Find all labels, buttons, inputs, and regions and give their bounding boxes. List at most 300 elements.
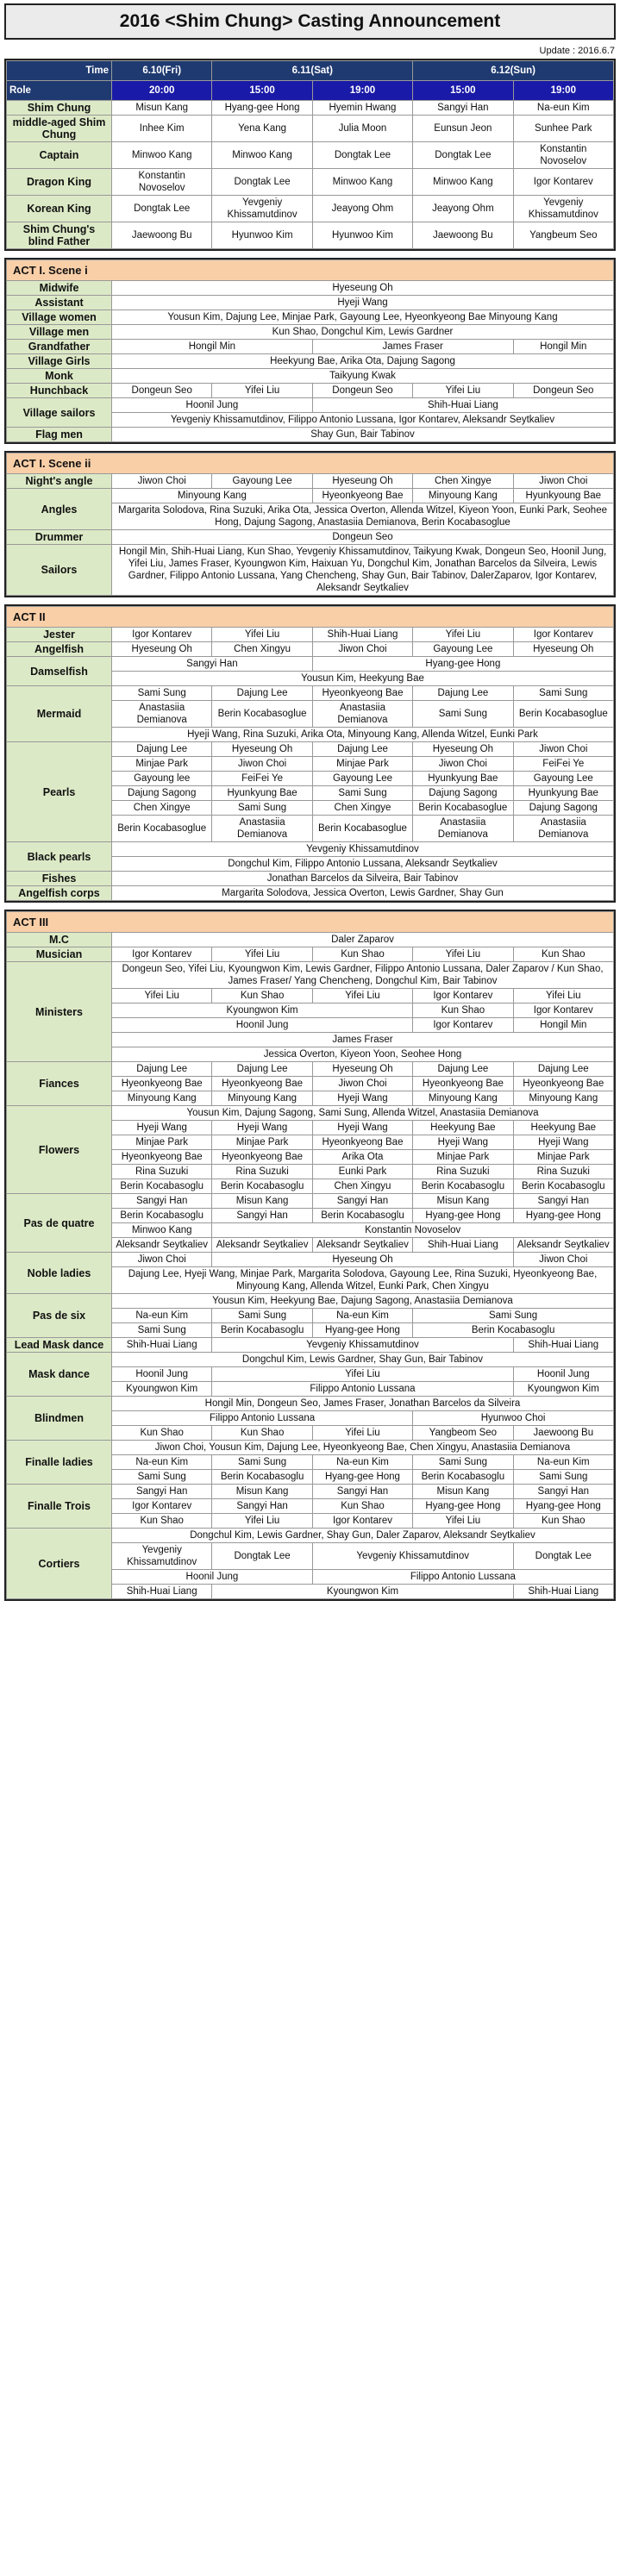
header-time: 15:00 [212, 81, 312, 101]
cast-member-cell: Shih-Huai Liang [112, 1585, 212, 1599]
cast-member-cell: Dongtak Lee [112, 196, 212, 222]
cast-member-cell: Yevgeniy Khissamutdinov [112, 1543, 212, 1570]
act-heading: ACT I. Scene ii [7, 453, 614, 474]
cast-member-cell: Hyang-gee Hong [513, 1209, 613, 1223]
cast-member-cell: Minyoung Kang [513, 1091, 613, 1106]
cast-row [7, 340, 614, 354]
cast-member-cell: James Fraser [312, 340, 513, 354]
cast-member-cell: James Fraser [112, 1033, 614, 1047]
cast-member-cell: Sami Sung [513, 1470, 613, 1485]
cast-member-cell: Margarita Solodova, Jessica Overton, Lewis Gardner, Shay Gun [112, 886, 614, 901]
cast-member-cell: Dongtak Lee [212, 1543, 312, 1570]
cast-member-cell: Julia Moon [312, 116, 412, 142]
cast-row [7, 1485, 614, 1499]
cast-member-cell: Dongeun Seo [112, 384, 212, 398]
cast-member-cell: Misun Kang [212, 1194, 312, 1209]
role-name: Hunchback [7, 384, 112, 398]
cast-member-cell: Hyang-gee Hong [413, 1499, 513, 1514]
cast-member-cell: Sami Sung [112, 1470, 212, 1485]
cast-row [7, 369, 614, 384]
cast-row [7, 628, 614, 642]
role-name: Drummer [7, 530, 112, 545]
cast-member-cell: Shih-Huai Liang [513, 1338, 613, 1353]
cast-member-cell: Jaewoong Bu [413, 222, 513, 249]
cast-member-cell: Hyeonkyeong Bae [312, 1135, 412, 1150]
role-name: Jester [7, 628, 112, 642]
cast-member-cell: FeiFei Ye [513, 757, 613, 772]
cast-member-cell: Kun Shao [413, 1004, 513, 1018]
cast-row [7, 281, 614, 296]
cast-member-cell: Sami Sung [312, 786, 412, 801]
cast-row [7, 842, 614, 857]
cast-member-cell: Anastasiia Demianova [212, 816, 312, 842]
cast-member-cell: Hongil Min, Shih-Huai Liang, Kun Shao, Yevgeniy Khissamutdinov, Taikyung Kwak, Dongeun Seo, Hoonil Jung, Yifei Liu, James Fraser, Kyoungwon Kim, Haixuan Yu, Dongchul Kim, Jonathan Barcelos da Silveira, Lewis Gardner, Filippo Antonio Lussana, Yang Chencheng, Shay Gun, Bair Tabinov, DalerZaparov, Igor Kontarev, Aleksandr Seytkaliev [112, 545, 614, 596]
cast-member-cell: Hyang-gee Hong [312, 1323, 412, 1338]
cast-member-cell: Yifei Liu [212, 1514, 312, 1529]
role-name: Finalle Trois [7, 1485, 112, 1529]
cast-member-cell: Yifei Liu [112, 989, 212, 1004]
cast-member-cell: Heekyung Bae, Arika Ota, Dajung Sagong [112, 354, 614, 369]
cast-member-cell: Hyemin Hwang [312, 101, 412, 116]
cast-member-cell: Dongtak Lee [312, 142, 412, 169]
cast-member-cell: Kun Shao [312, 1499, 412, 1514]
role-name: Shim Chung [7, 101, 112, 116]
cast-member-cell: Gayoung Lee [413, 642, 513, 657]
cast-row [7, 1294, 614, 1309]
role-name: Captain [7, 142, 112, 169]
cast-member-cell: Dongchul Kim, Lewis Gardner, Shay Gun, Bair Tabinov [112, 1353, 614, 1367]
cast-member-cell: Minjae Park [212, 1135, 312, 1150]
cast-member-cell: Kun Shao [312, 947, 412, 962]
cast-member-cell: Berin Kocabasoglue [112, 816, 212, 842]
cast-member-cell: Hongil Min, Dongeun Seo, James Fraser, Jonathan Barcelos da Silveira [112, 1397, 614, 1411]
cast-row [7, 1194, 614, 1209]
cast-member-cell: Hyeonkyeong Bae [112, 1150, 212, 1165]
cast-member-cell: Yifei Liu [212, 384, 312, 398]
role-name: Cortiers [7, 1529, 112, 1599]
cast-member-cell: Minyoung Kang [112, 489, 313, 503]
cast-member-cell: Hoonil Jung [112, 1018, 413, 1033]
cast-member-cell: Sami Sung [212, 1309, 312, 1323]
cast-member-cell: Hoonil Jung [112, 1570, 313, 1585]
cast-member-cell: Shih-Huai Liang [112, 1338, 212, 1353]
header-time: 19:00 [312, 81, 412, 101]
cast-member-cell: Minjae Park [112, 1135, 212, 1150]
role-name: Angelfish corps [7, 886, 112, 901]
header-time: 20:00 [112, 81, 212, 101]
role-name: Angles [7, 489, 112, 530]
cast-member-cell: Dajung Lee [112, 1062, 212, 1077]
cast-member-cell: Berin Kocabasoglu [112, 1209, 212, 1223]
cast-row [7, 428, 614, 442]
role-name: middle-aged Shim Chung [7, 116, 112, 142]
cast-member-cell: Jiwon Choi, Yousun Kim, Dajung Lee, Hyeonkyeong Bae, Chen Xingyu, Anastasiia Demianova [112, 1441, 614, 1455]
cast-member-cell: Igor Kontarev [513, 628, 613, 642]
cast-member-cell: Igor Kontarev [413, 989, 513, 1004]
cast-member-cell: Na-eun Kim [312, 1455, 412, 1470]
cast-member-cell: Yangbeum Seo [513, 222, 613, 249]
cast-section-act3 [4, 910, 616, 1601]
role-name: Ministers [7, 962, 112, 1062]
role-name: Damselfish [7, 657, 112, 686]
cast-member-cell: FeiFei Ye [212, 772, 312, 786]
cast-member-cell: Gayoung lee [112, 772, 212, 786]
role-name: Pearls [7, 742, 112, 842]
cast-member-cell: Minyoung Kang [112, 1091, 212, 1106]
cast-member-cell: Hyang-gee Hong [513, 1499, 613, 1514]
cast-member-cell: Dajung Lee [513, 1062, 613, 1077]
cast-member-cell: Yousun Kim, Heekyung Bae [112, 672, 614, 686]
cast-member-cell: Na-eun Kim [112, 1455, 212, 1470]
cast-member-cell: Hyunwoo Kim [212, 222, 312, 249]
cast-member-cell: Konstantin Novoselov [212, 1223, 614, 1238]
cast-member-cell: Dajung Lee [212, 686, 312, 701]
cast-member-cell: Hoonil Jung [112, 398, 313, 413]
cast-member-cell: Yousun Kim, Heekyung Bae, Dajung Sagong, Anastasiia Demianova [112, 1294, 614, 1309]
cast-member-cell: Minwoo Kang [312, 169, 412, 196]
cast-member-cell: Hyang-gee Hong [413, 1209, 513, 1223]
cast-member-cell: Aleksandr Seytkaliev [212, 1238, 312, 1253]
cast-member-cell: Hyeseung Oh [112, 281, 614, 296]
cast-member-cell: Gayoung Lee [212, 474, 312, 489]
cast-member-cell: Yifei Liu [212, 947, 312, 962]
cast-member-cell: Yevgeniy Khissamutdinov [513, 196, 613, 222]
cast-row [7, 530, 614, 545]
act-heading: ACT III [7, 912, 614, 933]
cast-member-cell: Eunsun Jeon [413, 116, 513, 142]
cast-member-cell: Na-eun Kim [312, 1309, 412, 1323]
cast-member-cell: Sangyi Han [413, 101, 513, 116]
cast-member-cell: Shih-Huai Liang [413, 1238, 513, 1253]
cast-member-cell: Dajung Sagong [112, 786, 212, 801]
role-name: Monk [7, 369, 112, 384]
cast-member-cell: Chen Xingye [413, 474, 513, 489]
cast-member-cell: Rina Suzuki [212, 1165, 312, 1179]
cast-member-cell: Yifei Liu [312, 1426, 412, 1441]
act-heading: ACT I. Scene i [7, 260, 614, 281]
cast-member-cell: Hyeonkyeong Bae [112, 1077, 212, 1091]
cast-member-cell: Arika Ota [312, 1150, 412, 1165]
cast-row [7, 169, 614, 196]
cast-member-cell: Inhee Kim [112, 116, 212, 142]
role-name: Fiances [7, 1062, 112, 1106]
cast-member-cell: Hyeji Wang [513, 1135, 613, 1150]
cast-member-cell: Na-eun Kim [112, 1309, 212, 1323]
cast-member-cell: Eunki Park [312, 1165, 412, 1179]
header-date: 6.11(Sat) [212, 61, 413, 81]
cast-member-cell: Misun Kang [112, 101, 212, 116]
header-date: 6.10(Fri) [112, 61, 212, 81]
cast-member-cell: Hyeji Wang [312, 1091, 412, 1106]
cast-member-cell: Hyeonkyeong Bae [212, 1150, 312, 1165]
header-time: 15:00 [413, 81, 513, 101]
cast-row [7, 354, 614, 369]
header-time-label: Time [7, 61, 112, 81]
cast-member-cell: Minwoo Kang [112, 142, 212, 169]
role-name: Mask dance [7, 1353, 112, 1397]
cast-member-cell: Hyeseung Oh [413, 742, 513, 757]
cast-row [7, 642, 614, 657]
cast-member-cell: Dongeun Seo [112, 530, 614, 545]
cast-member-cell: Rina Suzuki [112, 1165, 212, 1179]
cast-member-cell: Minjae Park [112, 757, 212, 772]
cast-member-cell: Sangyi Han [112, 657, 313, 672]
cast-member-cell: Sami Sung [112, 1323, 212, 1338]
cast-member-cell: Minjae Park [312, 757, 412, 772]
cast-member-cell: Chen Xingye [112, 801, 212, 816]
cast-member-cell: Igor Kontarev [413, 1018, 513, 1033]
cast-member-cell: Hongil Min [513, 340, 613, 354]
update-date: Update : 2016.6.7 [539, 46, 615, 56]
cast-member-cell: Yifei Liu [413, 947, 513, 962]
role-name: Flowers [7, 1106, 112, 1194]
cast-member-cell: Yevgeniy Khissamutdinov [312, 1543, 513, 1570]
cast-member-cell: Berin Kocabasoglu [312, 1209, 412, 1223]
cast-member-cell: Sami Sung [413, 1455, 513, 1470]
header-time: 19:00 [513, 81, 613, 101]
cast-row [7, 296, 614, 310]
cast-member-cell: Minjae Park [513, 1150, 613, 1165]
cast-member-cell: Rina Suzuki [513, 1165, 613, 1179]
role-name: Village Girls [7, 354, 112, 369]
cast-member-cell: Jiwon Choi [513, 1253, 613, 1267]
role-name: Lead Mask dance [7, 1338, 112, 1353]
role-name: Shim Chung's blind Father [7, 222, 112, 249]
cast-member-cell: Konstantin Novoselov [513, 142, 613, 169]
role-name: Sailors [7, 545, 112, 596]
cast-row [7, 1106, 614, 1121]
cast-member-cell: Igor Kontarev [112, 628, 212, 642]
cast-member-cell: Dongtak Lee [212, 169, 312, 196]
cast-member-cell: Berin Kocabasoglu [212, 1470, 312, 1485]
cast-row [7, 474, 614, 489]
cast-section-act1-scene1 [4, 258, 616, 444]
cast-member-cell: Yifei Liu [212, 1367, 513, 1382]
cast-member-cell: Kun Shao [112, 1514, 212, 1529]
cast-row [7, 222, 614, 249]
cast-row [7, 947, 614, 962]
cast-row [7, 933, 614, 947]
cast-member-cell: Jiwon Choi [312, 1077, 412, 1091]
cast-member-cell: Dajung Lee [413, 686, 513, 701]
cast-member-cell: Anastasiia Demianova [112, 701, 212, 728]
act-heading: ACT II [7, 607, 614, 628]
role-name: Finalle ladies [7, 1441, 112, 1485]
cast-member-cell: Jaewoong Bu [513, 1426, 613, 1441]
header-date: 6.12(Sun) [413, 61, 614, 81]
cast-row [7, 142, 614, 169]
cast-row [7, 101, 614, 116]
role-name: Mermaid [7, 686, 112, 742]
cast-member-cell: Hyeji Wang [413, 1135, 513, 1150]
role-name: Flag men [7, 428, 112, 442]
cast-member-cell: Dajung Sagong [413, 786, 513, 801]
cast-member-cell: Shih-Huai Liang [312, 398, 613, 413]
cast-member-cell: Gayoung Lee [513, 772, 613, 786]
cast-row [7, 1397, 614, 1411]
cast-member-cell: Berin Kocabasoglu [413, 1470, 513, 1485]
page-title: 2016 <Shim Chung> Casting Announcement [4, 3, 616, 40]
cast-member-cell: Dongtak Lee [413, 142, 513, 169]
cast-member-cell: Minyoung Kang [413, 489, 513, 503]
cast-member-cell: Misun Kang [212, 1485, 312, 1499]
cast-member-cell: Hyunwoo Kim [312, 222, 412, 249]
cast-member-cell: Rina Suzuki [413, 1165, 513, 1179]
cast-member-cell: Filippo Antonio Lussana [112, 1411, 413, 1426]
cast-row [7, 742, 614, 757]
cast-member-cell: Sangyi Han [212, 1499, 312, 1514]
cast-member-cell: Yousun Kim, Dajung Lee, Minjae Park, Gayoung Lee, Hyeonkyeong Bae Minyoung Kang [112, 310, 614, 325]
cast-member-cell: Hyunkyung Bae [212, 786, 312, 801]
cast-member-cell: Dongchul Kim, Lewis Gardner, Shay Gun, Daler Zaparov, Aleksandr Seytkaliev [112, 1529, 614, 1543]
cast-member-cell: Hyeseung Oh [212, 1253, 513, 1267]
cast-member-cell: Chen Xingye [312, 801, 412, 816]
cast-section-act2 [4, 604, 616, 903]
cast-member-cell: Kun Shao [212, 989, 312, 1004]
cast-member-cell: Hyeseung Oh [212, 742, 312, 757]
cast-member-cell: Hyang-gee Hong [312, 657, 613, 672]
cast-member-cell: Kun Shao [513, 1514, 613, 1529]
cast-member-cell: Igor Kontarev [513, 169, 613, 196]
role-name: Night's angle [7, 474, 112, 489]
cast-member-cell: Misun Kang [413, 1485, 513, 1499]
role-name: Dragon King [7, 169, 112, 196]
cast-member-cell: Dongeun Seo [312, 384, 412, 398]
role-name: Black pearls [7, 842, 112, 872]
cast-member-cell: Berin Kocabasoglu [212, 1323, 312, 1338]
cast-member-cell: Jessica Overton, Kiyeon Yoon, Seohee Hong [112, 1047, 614, 1062]
cast-member-cell: Hyeji Wang [112, 296, 614, 310]
cast-member-cell: Igor Kontarev [312, 1514, 412, 1529]
cast-row [7, 657, 614, 672]
cast-member-cell: Dajung Lee [312, 742, 412, 757]
cast-member-cell: Jiwon Choi [513, 474, 613, 489]
cast-member-cell: Na-eun Kim [513, 1455, 613, 1470]
cast-member-cell: Yifei Liu [413, 384, 513, 398]
cast-member-cell: Yousun Kim, Dajung Sagong, Sami Sung, Allenda Witzel, Anastasiia Demianova [112, 1106, 614, 1121]
role-name: Fishes [7, 872, 112, 886]
cast-member-cell: Sangyi Han [212, 1209, 312, 1223]
cast-row [7, 1353, 614, 1367]
cast-member-cell: Kyoungwon Kim [513, 1382, 613, 1397]
cast-member-cell: Igor Kontarev [112, 1499, 212, 1514]
cast-member-cell: Sangyi Han [513, 1485, 613, 1499]
cast-member-cell: Berin Kocabasoglu [413, 1323, 614, 1338]
cast-member-cell: Sami Sung [112, 686, 212, 701]
cast-member-cell: Sangyi Han [112, 1485, 212, 1499]
cast-member-cell: Hyeji Wang [312, 1121, 412, 1135]
cast-member-cell: Dajung Lee, Hyeji Wang, Minjae Park, Margarita Solodova, Gayoung Lee, Rina Suzuki, Hyeonkyeong Bae, Minyoung Kang, Allenda Witzel, Eunki Park, Chen Xingyu [112, 1267, 614, 1294]
cast-row [7, 310, 614, 325]
cast-section-principals [4, 59, 616, 251]
cast-member-cell: Jeayong Ohm [312, 196, 412, 222]
cast-member-cell: Anastasiia Demianova [513, 816, 613, 842]
cast-member-cell: Yifei Liu [212, 628, 312, 642]
cast-row [7, 384, 614, 398]
cast-member-cell: Daler Zaparov [112, 933, 614, 947]
cast-member-cell: Hyeseung Oh [513, 642, 613, 657]
cast-member-cell: Jaewoong Bu [112, 222, 212, 249]
cast-member-cell: Dongchul Kim, Filippo Antonio Lussana, Aleksandr Seytkaliev [112, 857, 614, 872]
cast-member-cell: Dajung Lee [413, 1062, 513, 1077]
cast-member-cell: Hyunkyoung Bae [513, 489, 613, 503]
cast-member-cell: Minwoo Kang [112, 1223, 212, 1238]
cast-member-cell: Shih-Huai Liang [513, 1585, 613, 1599]
cast-row [7, 116, 614, 142]
cast-member-cell: Yena Kang [212, 116, 312, 142]
cast-row [7, 325, 614, 340]
cast-member-cell: Dajung Sagong [513, 801, 613, 816]
cast-member-cell: Yevgeniy Khissamutdinov [212, 196, 312, 222]
cast-member-cell: Hyeji Wang [212, 1121, 312, 1135]
cast-member-cell: Yevgeniy Khissamutdinov, Filippo Antonio Lussana, Igor Kontarev, Aleksandr Seytkaliev [112, 413, 614, 428]
role-name: Village sailors [7, 398, 112, 428]
cast-member-cell: Berin Kocabasoglu [413, 1179, 513, 1194]
cast-member-cell: Shih-Huai Liang [312, 628, 412, 642]
cast-member-cell: Hyeseung Oh [112, 642, 212, 657]
cast-member-cell: Berin Kocabasoglue [513, 701, 613, 728]
cast-member-cell: Hyeonkyeong Bae [312, 686, 412, 701]
cast-member-cell: Minwoo Kang [413, 169, 513, 196]
cast-row [7, 1338, 614, 1353]
cast-member-cell: Jiwon Choi [112, 474, 212, 489]
cast-member-cell: Chen Xingyu [312, 1179, 412, 1194]
cast-member-cell: Dongtak Lee [513, 1543, 613, 1570]
cast-member-cell: Berin Kocabasoglu [212, 1179, 312, 1194]
cast-member-cell: Heekyung Bae [413, 1121, 513, 1135]
cast-member-cell: Kun Shao [112, 1426, 212, 1441]
cast-member-cell: Sami Sung [413, 1309, 614, 1323]
cast-member-cell: Berin Kocabasoglu [513, 1179, 613, 1194]
cast-member-cell: Shay Gun, Bair Tabinov [112, 428, 614, 442]
cast-member-cell: Yifei Liu [413, 628, 513, 642]
cast-row [7, 872, 614, 886]
cast-member-cell: Hyunkyung Bae [513, 786, 613, 801]
cast-member-cell: Sami Sung [513, 686, 613, 701]
role-name: Pas de six [7, 1294, 112, 1338]
cast-member-cell: Sangyi Han [513, 1194, 613, 1209]
cast-member-cell: Sami Sung [413, 701, 513, 728]
cast-member-cell: Sangyi Han [112, 1194, 212, 1209]
role-name: Korean King [7, 196, 112, 222]
cast-member-cell: Margarita Solodova, Rina Suzuki, Arika Ota, Jessica Overton, Allenda Witzel, Kiyeon Yoon, Eunki Park, Seohee Hong, Dajung Sagong, Anastasiia Demianova, Berin Kocabasoglue [112, 503, 614, 530]
cast-member-cell: Sami Sung [212, 1455, 312, 1470]
cast-member-cell: Hoonil Jung [513, 1367, 613, 1382]
cast-member-cell: Hyeji Wang [112, 1121, 212, 1135]
cast-member-cell: Hyunkyung Bae [413, 772, 513, 786]
cast-member-cell: Berin Kocabasoglu [112, 1179, 212, 1194]
cast-member-cell: Minyoung Kang [413, 1091, 513, 1106]
cast-section-act1-scene2 [4, 451, 616, 597]
role-name: Blindmen [7, 1397, 112, 1441]
cast-member-cell: Hyeonkyeong Bae [513, 1077, 613, 1091]
role-name: Midwife [7, 281, 112, 296]
cast-member-cell: Berin Kocabasoglue [413, 801, 513, 816]
cast-row [7, 1062, 614, 1077]
role-name: Village men [7, 325, 112, 340]
cast-member-cell: Jiwon Choi [112, 1253, 212, 1267]
role-name: Noble ladies [7, 1253, 112, 1294]
cast-member-cell: Yifei Liu [513, 989, 613, 1004]
cast-member-cell: Dongeun Seo, Yifei Liu, Kyoungwon Kim, Lewis Gardner, Filippo Antonio Lussana, Daler Zaparov / Kun Shao, James Fraser/ Yang Chencheng, Dongchul Kim, Bair Tabinov [112, 962, 614, 989]
cast-member-cell: Igor Kontarev [513, 1004, 613, 1018]
cast-member-cell: Dongeun Seo [513, 384, 613, 398]
cast-member-cell: Yevgeniy Khissamutdinov [112, 842, 614, 857]
cast-row [7, 196, 614, 222]
cast-member-cell: Jeayong Ohm [413, 196, 513, 222]
cast-member-cell: Kyoungwon Kim [112, 1004, 413, 1018]
cast-member-cell: Anastasiia Demianova [413, 816, 513, 842]
